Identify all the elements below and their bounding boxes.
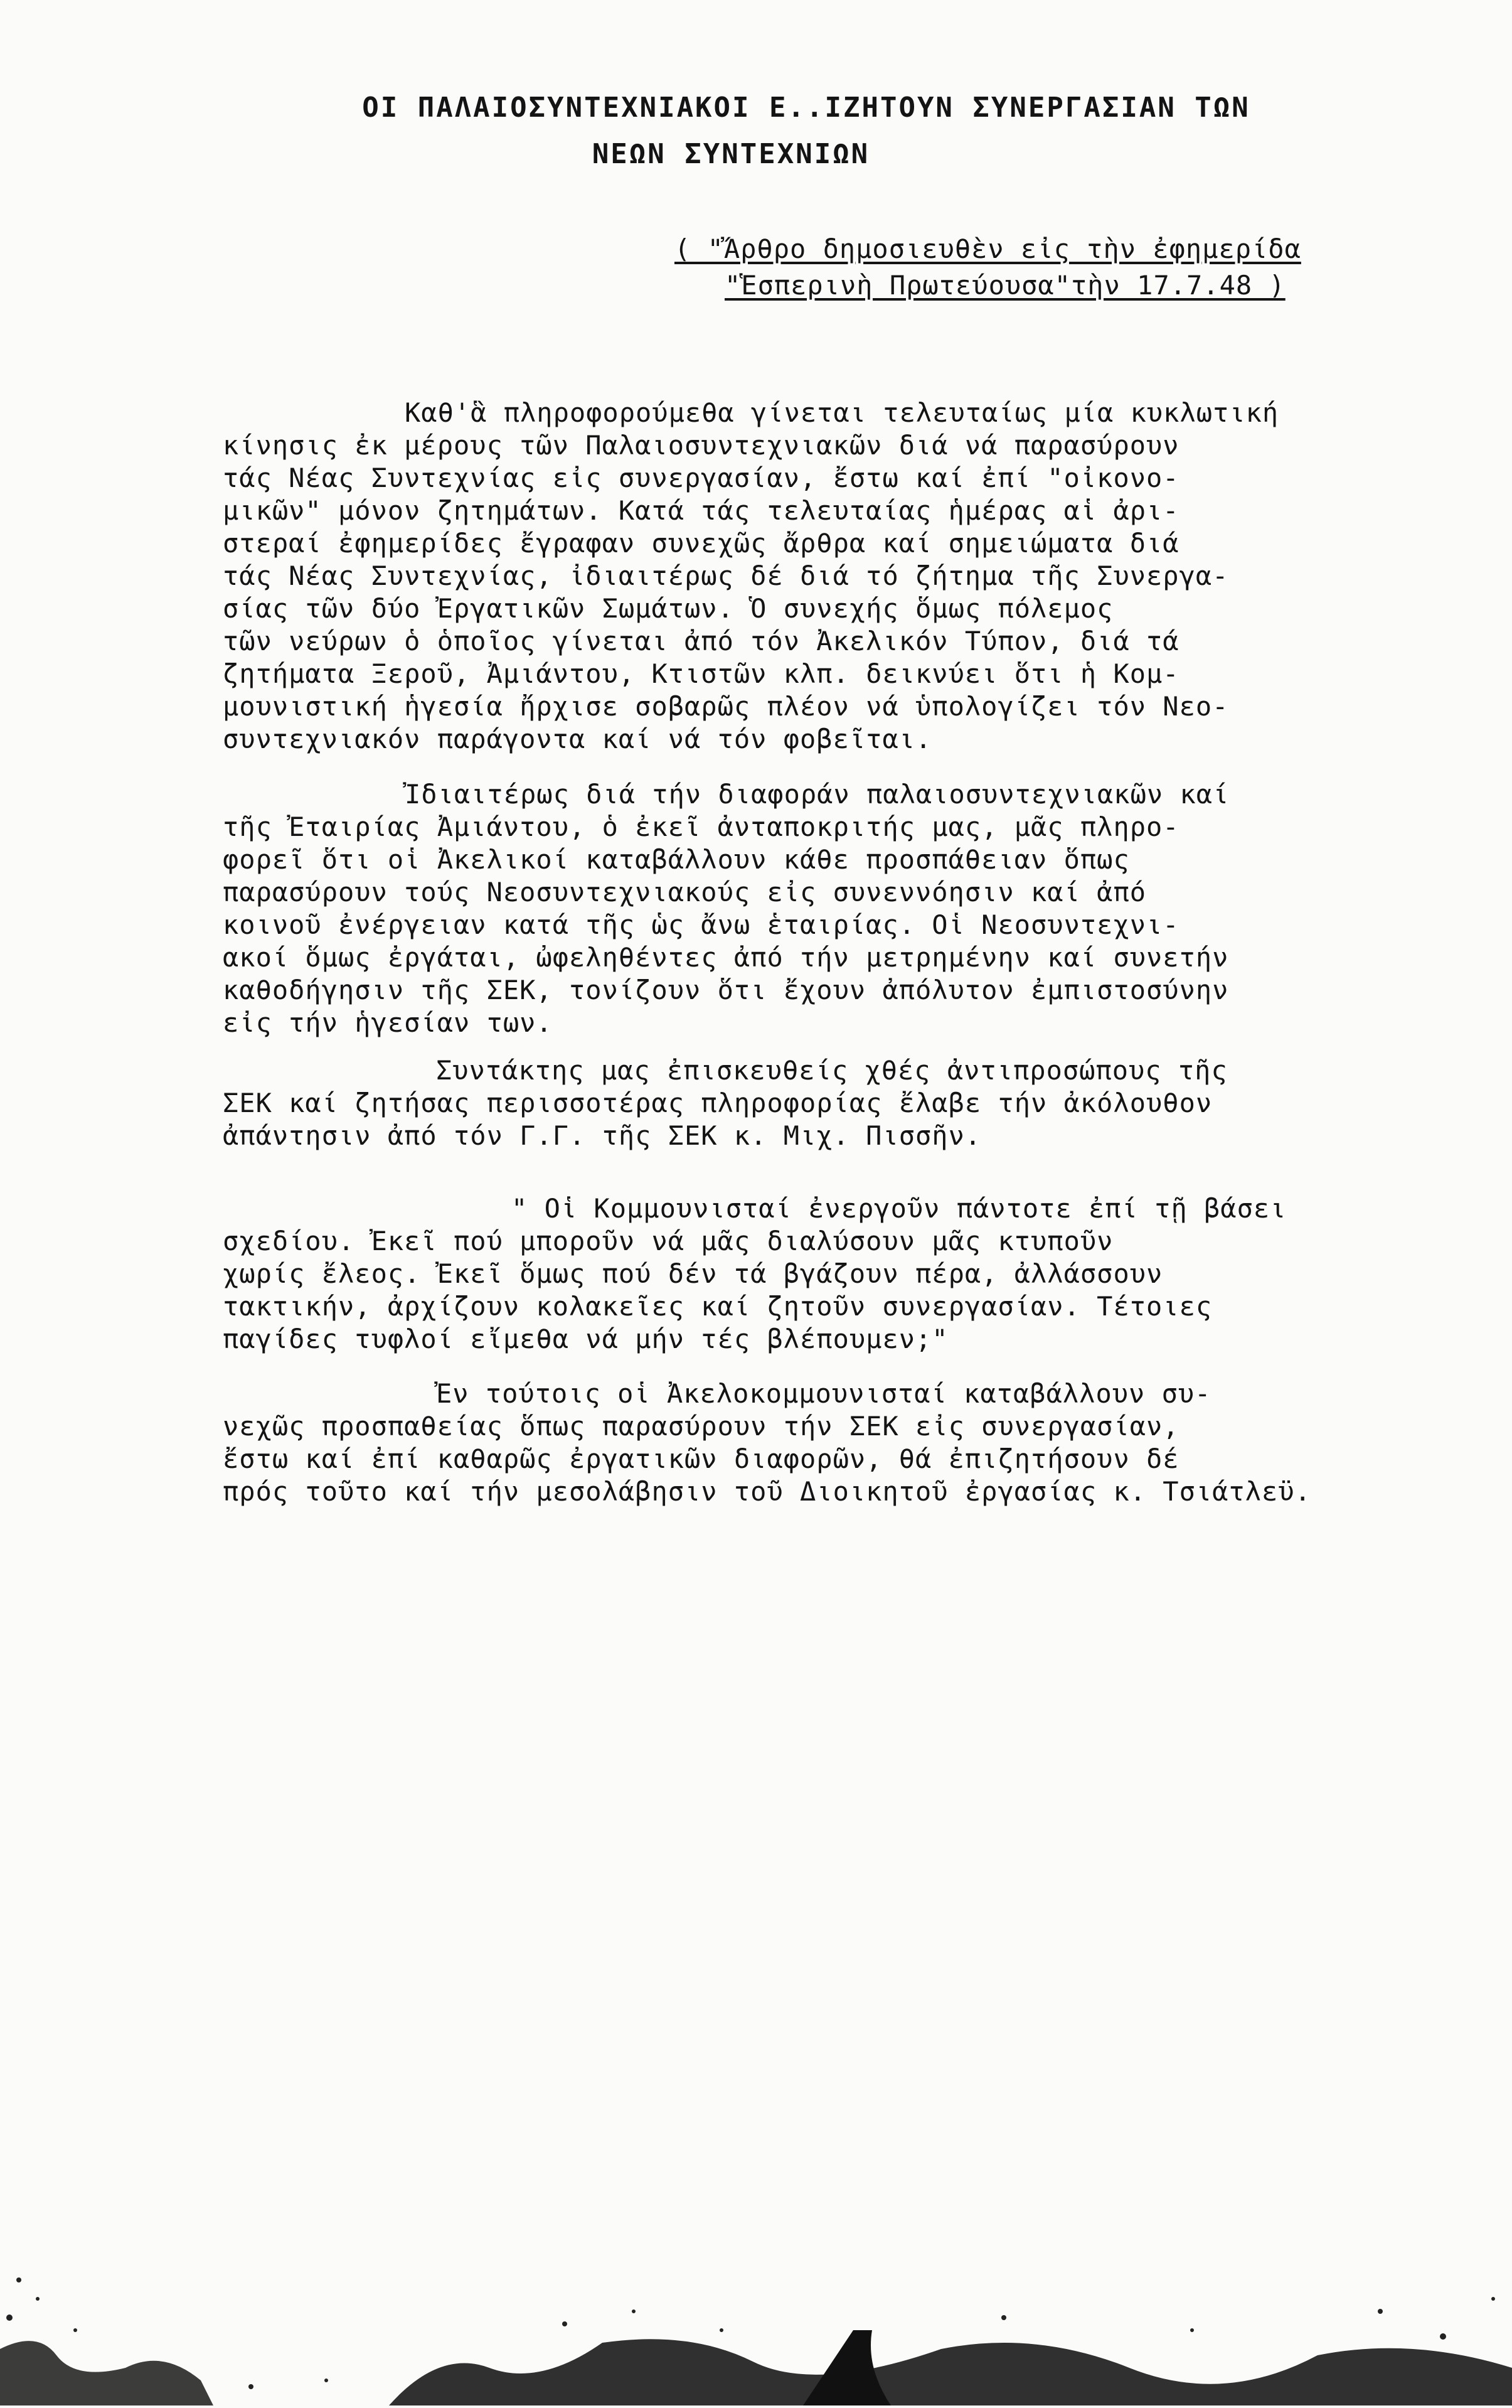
- text-line: χωρίς ἔλεος. Ἐκεῖ ὅμως πού δέν τά βγάζουν πέρα, ἀλλάσσουν: [223, 1258, 1163, 1289]
- text-line: τάς Νέας Συντεχνίας εἰς συνεργασίαν, ἔστω καί ἐπί "οἰκονο-: [223, 463, 1179, 493]
- text-line: μικῶν" μόνον ζητημάτων. Κατά τάς τελευταίας ἡμέρας αἱ ἀρι-: [223, 495, 1179, 526]
- text-line: τῶν νεύρων ὁ ὁποῖος γίνεται ἀπό τόν Ἀκελικόν Τύπον, διά τά: [223, 626, 1179, 656]
- document-title-line-1: ΟΙ ΠΑΛΑΙΟΣΥΝΤΕΧΝΙΑΚΟΙ Ε..ΙΖΗΤΟΥΝ ΣΥΝΕΡΓΑΣΙΑΝ ΤΩΝ: [362, 92, 1250, 124]
- text-line: νεχῶς προσπαθείας ὅπως παρασύρουν τήν ΣΕΚ εἰς συνεργασίαν,: [223, 1411, 1179, 1442]
- paragraph-5: [223, 1378, 1415, 1508]
- text-line: μουνιστική ἡγεσία ἤρχισε σοβαρῶς πλέον νά ὑπολογίζει τόν Νεο-: [223, 691, 1229, 722]
- text-line: ΣΕΚ καί ζητήσας περισσοτέρας πληροφορίας ἔλαβε τήν ἀκόλουθον: [223, 1088, 1213, 1118]
- text-line: ζητήματα Ξεροῦ, Ἀμιάντου, Κτιστῶν κλπ. δεικνύει ὅτι ἡ Κομ-: [223, 658, 1179, 689]
- scan-noise-graphic: [0, 2142, 1512, 2405]
- text-line: στεραί ἐφημερίδες ἔγραφαν συνεχῶς ἄρθρα καί σημειώματα διά: [223, 528, 1179, 559]
- text-line: ακοί ὅμως ἐργάται, ὠφεληθέντες ἀπό τήν μετρημένην καί συνετήν: [223, 942, 1229, 973]
- text-line: καθοδήγησιν τῆς ΣΕΚ, τονίζουν ὅτι ἔχουν ἀπόλυτον ἐμπιστοσύνην: [223, 975, 1229, 1005]
- paragraph-3: [223, 1054, 1415, 1152]
- document-title-line-2: ΝΕΩΝ ΣΥΝΤΕΧΝΙΩΝ: [592, 138, 870, 170]
- text-line: πρός τοῦτο καί τήν μεσολάβησιν τοῦ Διοικητοῦ ἐργασίας κ. Τσιάτλεϋ.: [223, 1476, 1311, 1507]
- text-line: σχεδίου. Ἐκεῖ πού μποροῦν νά μᾶς διαλύσουν μᾶς κτυποῦν: [223, 1226, 1114, 1256]
- paragraph-1: [223, 397, 1415, 756]
- text-line: " Οἱ Κομμουνισταί ἐνεργοῦν πάντοτε ἐπί τῇ βάσει: [511, 1193, 1287, 1224]
- text-line: εἰς τήν ἡγεσίαν των.: [223, 1007, 553, 1038]
- source-line-2: "Ἑσπερινὴ Πρωτεύουσα"τὴν 17.7.48 ): [725, 270, 1286, 301]
- text-line: κίνησις ἐκ μέρους τῶν Παλαιοσυντεχνιακῶν διά νά παρασύρουν: [223, 430, 1179, 461]
- text-line: φορεῖ ὅτι οἱ Ἀκελικοί καταβάλλουν κάθε προσπάθειαν ὅπως: [223, 844, 1130, 875]
- text-line: Ἐν τούτοις οἱ Ἀκελοκομμουνισταί καταβάλλουν συ-: [436, 1378, 1211, 1409]
- paragraph-4-quote: [223, 1192, 1415, 1356]
- text-line: παρασύρουν τούς Νεοσυντεχνιακούς εἰς συνεννόησιν καί ἀπό: [223, 877, 1147, 907]
- text-line: Ἰδιαιτέρως διά τήν διαφοράν παλαιοσυντεχνιακῶν καί: [405, 779, 1230, 810]
- paragraph-2: [223, 778, 1415, 1039]
- text-line: σίας τῶν δύο Ἐργατικῶν Σωμάτων. Ὁ συνεχής ὅμως πόλεμος: [223, 593, 1114, 624]
- text-line: τάς Νέας Συντεχνίας, ἰδιαιτέρως δέ διά τό ζήτημα τῆς Συνεργα-: [223, 560, 1229, 591]
- text-line: συντεχνιακόν παράγοντα καί νά τόν φοβεῖται.: [223, 724, 932, 754]
- source-line-1: ( "Ἄρθρο δημοσιευθὲν εἰς τὴν ἐφημερίδα: [674, 233, 1301, 264]
- text-line: Καθ'ἃ πληροφορούμεθα γίνεται τελευταίως μία κυκλωτική: [405, 397, 1279, 428]
- text-line: Συντάκτης μας ἐπισκευθείς χθές ἀντιπροσώπους τῆς: [436, 1055, 1228, 1086]
- text-line: κοινοῦ ἐνέργειαν κατά τῆς ὡς ἄνω ἑταιρίας. Οἱ Νεοσυντεχνι-: [223, 909, 1179, 940]
- scan-noise-border: [0, 2142, 1512, 2405]
- text-line: τακτικήν, ἀρχίζουν κολακεῖες καί ζητοῦν συνεργασίαν. Τέτοιες: [223, 1291, 1213, 1322]
- text-line: ἀπάντησιν ἀπό τόν Γ.Γ. τῆς ΣΕΚ κ. Μιχ. Πισσῆν.: [223, 1120, 982, 1151]
- text-line: ἔστω καί ἐπί καθαρῶς ἐργατικῶν διαφορῶν, θά ἐπιζητήσουν δέ: [223, 1443, 1179, 1474]
- source-citation: [674, 231, 1301, 304]
- text-line: τῆς Ἐταιρίας Ἀμιάντου, ὁ ἐκεῖ ἀνταποκριτής μας, μᾶς πληρο-: [223, 811, 1179, 842]
- text-line: παγίδες τυφλοί εἴμεθα νά μήν τές βλέπουμεν;": [223, 1324, 949, 1354]
